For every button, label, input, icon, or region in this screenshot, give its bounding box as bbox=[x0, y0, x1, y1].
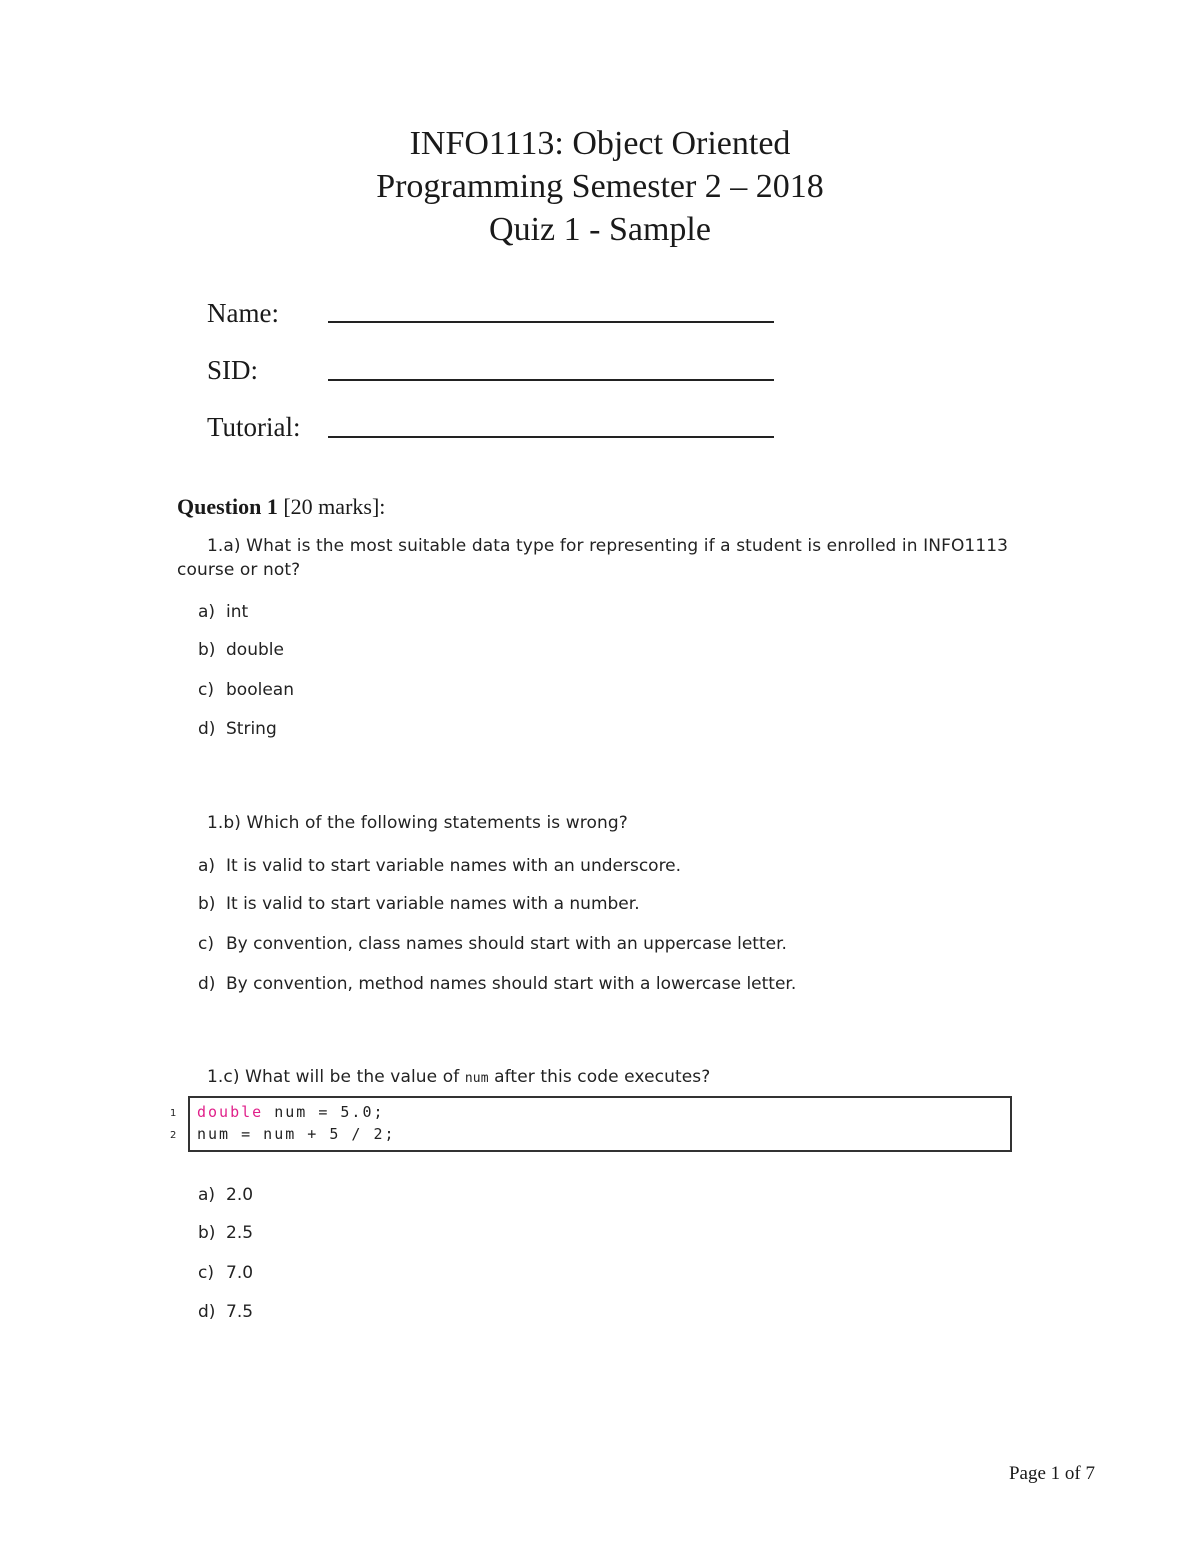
sid-label: SID: bbox=[207, 355, 259, 385]
option-text: int bbox=[226, 602, 249, 622]
tutorial-field[interactable] bbox=[328, 436, 774, 438]
option-label: d) bbox=[198, 719, 216, 739]
title-line-1: INFO1113: Object Oriented bbox=[409, 125, 791, 162]
title-line-3: Quiz 1 - Sample bbox=[489, 211, 711, 248]
option-label: b) bbox=[198, 640, 216, 660]
option-text: By convention, class names should start with an uppercase letter. bbox=[226, 934, 787, 954]
prompt-pre: 1.c) What will be the value of bbox=[207, 1067, 465, 1087]
question-1c-option-c[interactable] bbox=[198, 1263, 253, 1283]
question-1b-prompt: 1.b) Which of the following statements is wrong? bbox=[207, 813, 628, 833]
option-text: double bbox=[226, 640, 284, 660]
prompt-code: num bbox=[464, 1071, 489, 1086]
option-label: a) bbox=[198, 856, 216, 876]
option-label: c) bbox=[198, 680, 214, 700]
prompt-post: after this code executes? bbox=[488, 1067, 711, 1087]
question-1a-option-a[interactable] bbox=[198, 602, 248, 622]
question-1a-prompt-line-2: course or not? bbox=[177, 560, 301, 580]
name-field[interactable] bbox=[328, 321, 774, 323]
option-label: d) bbox=[198, 974, 216, 994]
question-1b-option-d[interactable] bbox=[198, 974, 796, 994]
option-label: b) bbox=[198, 894, 216, 914]
code-line-1 bbox=[197, 1103, 385, 1121]
question-1b-option-a[interactable] bbox=[198, 856, 681, 876]
option-text: It is valid to start variable names with an underscore. bbox=[226, 856, 682, 876]
code-line-2: num = num + 5 / 2; bbox=[197, 1125, 396, 1143]
option-text: boolean bbox=[226, 680, 294, 700]
tutorial-label: Tutorial: bbox=[207, 412, 301, 442]
option-text: By convention, method names should start with a lowercase letter. bbox=[226, 974, 797, 994]
question-1-marks: [20 marks]: bbox=[283, 494, 386, 519]
code-rest: num = 5.0; bbox=[263, 1103, 385, 1121]
page-number: Page 1 of 7 bbox=[1008, 1463, 1095, 1484]
title-line-2: Programming Semester 2 – 2018 bbox=[376, 168, 824, 205]
document-title bbox=[0, 122, 1200, 251]
question-1-title: Question 1 bbox=[177, 494, 278, 519]
code-line-number-1: 1 bbox=[170, 1108, 177, 1119]
option-label: b) bbox=[198, 1223, 216, 1243]
option-label: c) bbox=[198, 934, 214, 954]
question-1c-option-b[interactable] bbox=[198, 1223, 253, 1243]
question-1a-option-d[interactable] bbox=[198, 719, 277, 739]
option-label: d) bbox=[198, 1302, 216, 1322]
code-keyword: double bbox=[197, 1103, 264, 1121]
question-1b-option-b[interactable] bbox=[198, 894, 640, 914]
question-1a-option-c[interactable] bbox=[198, 680, 294, 700]
question-1a-prompt-line-1: 1.a) What is the most suitable data type for representing if a student is enrolled in INFO1113 bbox=[207, 536, 1009, 556]
option-label: a) bbox=[198, 602, 216, 622]
option-text: String bbox=[226, 719, 277, 739]
sid-field[interactable] bbox=[328, 379, 774, 381]
question-1-heading bbox=[177, 494, 385, 520]
question-1b-option-c[interactable] bbox=[198, 934, 787, 954]
option-text: 2.0 bbox=[226, 1185, 254, 1205]
option-text: 7.5 bbox=[226, 1302, 254, 1322]
option-label: c) bbox=[198, 1263, 214, 1283]
question-1c-prompt bbox=[207, 1067, 710, 1087]
option-text: 7.0 bbox=[226, 1263, 254, 1283]
option-label: a) bbox=[198, 1185, 216, 1205]
question-1c-option-a[interactable] bbox=[198, 1185, 253, 1205]
question-1a-option-b[interactable] bbox=[198, 640, 284, 660]
option-text: It is valid to start variable names with a number. bbox=[226, 894, 640, 914]
question-1c-option-d[interactable] bbox=[198, 1302, 253, 1322]
option-text: 2.5 bbox=[226, 1223, 254, 1243]
name-label: Name: bbox=[207, 298, 279, 328]
code-line-number-2: 2 bbox=[170, 1130, 177, 1141]
